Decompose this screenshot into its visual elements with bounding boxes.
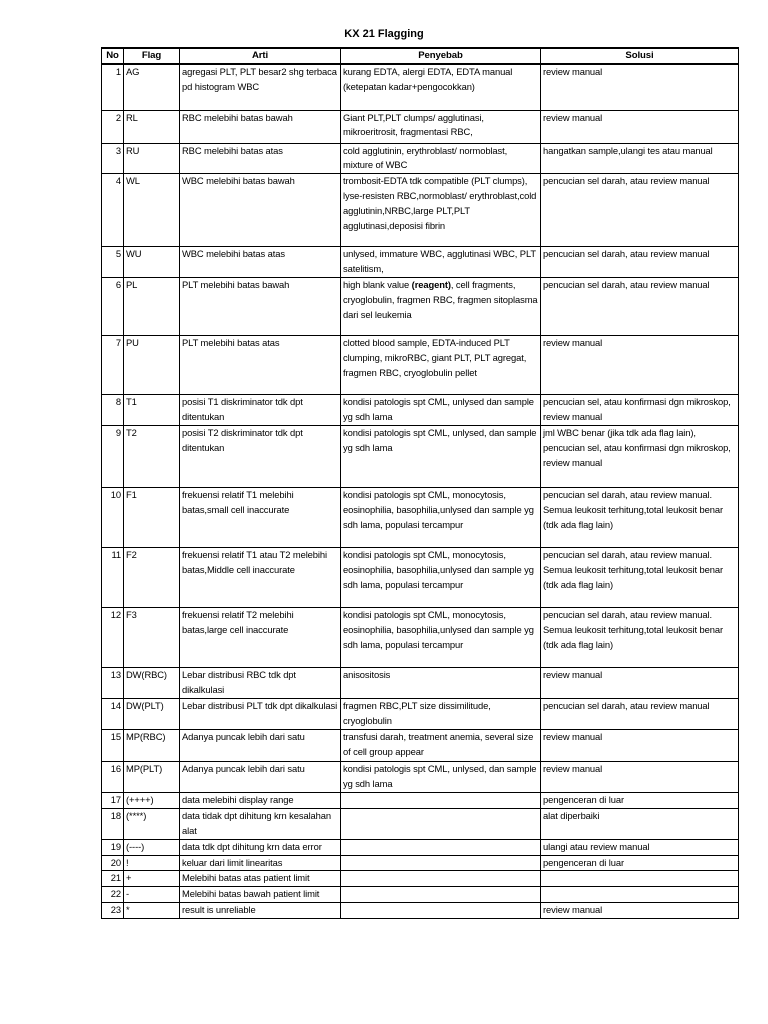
- cell-no: 5: [102, 247, 124, 278]
- cell-solusi: pengenceran di luar: [541, 792, 739, 808]
- cell-no: 12: [102, 608, 124, 668]
- cell-arti: data tidak dpt dihitung krn kesalahan alat: [180, 808, 341, 839]
- cell-penyebab: kondisi patologis spt CML, unlysed dan sample yg sdh lama: [341, 395, 541, 426]
- cell-arti: WBC melebihi batas bawah: [180, 174, 341, 247]
- cell-penyebab: kondisi patologis spt CML, unlysed, dan sample yg sdh lama: [341, 426, 541, 488]
- cell-arti: Lebar distribusi PLT tdk dpt dikalkulasi: [180, 699, 341, 730]
- cell-no: 10: [102, 488, 124, 548]
- cell-no: 13: [102, 668, 124, 699]
- cell-penyebab: [341, 887, 541, 903]
- cell-penyebab: kondisi patologis spt CML, unlysed, dan sample yg sdh lama: [341, 761, 541, 792]
- cell-flag: WU: [124, 247, 180, 278]
- cell-arti: PLT melebihi batas atas: [180, 336, 341, 395]
- cell-no: 17: [102, 792, 124, 808]
- header-arti: Arti: [180, 48, 341, 64]
- cell-solusi: pencucian sel darah, atau review manual: [541, 247, 739, 278]
- cell-solusi: review manual: [541, 336, 739, 395]
- cell-flag: AG: [124, 64, 180, 110]
- cell-arti: Adanya puncak lebih dari satu: [180, 729, 341, 761]
- cell-flag: T2: [124, 426, 180, 488]
- cell-solusi: pencucian sel darah, atau review manual: [541, 699, 739, 730]
- cell-arti: keluar dari limit linearitas: [180, 855, 341, 871]
- cell-no: 1: [102, 64, 124, 110]
- cell-no: 8: [102, 395, 124, 426]
- cell-no: 9: [102, 426, 124, 488]
- flagging-table: [101, 47, 739, 919]
- cell-flag: MP(PLT): [124, 761, 180, 792]
- cell-penyebab: [341, 792, 541, 808]
- cell-flag: PU: [124, 336, 180, 395]
- cell-arti: Melebihi batas bawah patient limit: [180, 887, 341, 903]
- cell-solusi: review manual: [541, 110, 739, 143]
- cell-arti: Melebihi batas atas patient limit: [180, 871, 341, 887]
- table-row: [102, 395, 739, 426]
- cell-arti: Lebar distribusi RBC tdk dpt dikalkulasi: [180, 668, 341, 699]
- cell-arti: agregasi PLT, PLT besar2 shg terbaca pd histogram WBC: [180, 64, 341, 110]
- cell-penyebab: [341, 839, 541, 855]
- cell-penyebab: kurang EDTA, alergi EDTA, EDTA manual (ketepatan kadar+pengocokkan): [341, 64, 541, 110]
- cell-flag: -: [124, 887, 180, 903]
- cell-penyebab: [341, 871, 541, 887]
- cell-penyebab: trombosit-EDTA tdk compatible (PLT clumps), lyse-resisten RBC,normoblast/ erythroblast,cold agglutinin,NRBC,large PLT,PLT agglutinasi,deposisi fibrin: [341, 174, 541, 247]
- table-row: [102, 792, 739, 808]
- cell-no: 21: [102, 871, 124, 887]
- cell-no: 18: [102, 808, 124, 839]
- cell-flag: DW(RBC): [124, 668, 180, 699]
- cell-arti: posisi T2 diskriminator tdk dpt ditentukan: [180, 426, 341, 488]
- table-row: [102, 488, 739, 548]
- table-row: [102, 608, 739, 668]
- cell-flag: !: [124, 855, 180, 871]
- cell-no: 6: [102, 278, 124, 336]
- cell-arti: WBC melebihi batas atas: [180, 247, 341, 278]
- cell-solusi: review manual: [541, 761, 739, 792]
- table-row: [102, 871, 739, 887]
- table-row: [102, 839, 739, 855]
- cell-flag: PL: [124, 278, 180, 336]
- table-row: [102, 426, 739, 488]
- cell-solusi: pengenceran di luar: [541, 855, 739, 871]
- cell-flag: F3: [124, 608, 180, 668]
- cell-arti: frekuensi relatif T1 melebihi batas,small cell inaccurate: [180, 488, 341, 548]
- cell-penyebab: Giant PLT,PLT clumps/ agglutinasi, mikroeritrosit, fragmentasi RBC,: [341, 110, 541, 143]
- cell-no: 15: [102, 729, 124, 761]
- cell-penyebab: transfusi darah, treatment anemia, several size of cell group appear: [341, 729, 541, 761]
- penyebab-text-before: high blank value: [343, 279, 412, 291]
- cell-arti: PLT melebihi batas bawah: [180, 278, 341, 336]
- cell-penyebab: fragmen RBC,PLT size dissimilitude, cryoglobulin: [341, 699, 541, 730]
- table-row: [102, 903, 739, 919]
- cell-no: 19: [102, 839, 124, 855]
- table-row: [102, 336, 739, 395]
- cell-flag: (++++): [124, 792, 180, 808]
- cell-flag: RU: [124, 143, 180, 174]
- cell-penyebab: unlysed, immature WBC, agglutinasi WBC, PLT satelitism,: [341, 247, 541, 278]
- cell-arti: result is unreliable: [180, 903, 341, 919]
- penyebab-text-after: , cell fragments, cryoglobulin, fragmen RBC, fragmen sitoplasma dari sel leukemia: [343, 279, 538, 321]
- table-row: [102, 808, 739, 839]
- cell-solusi: alat diperbaiki: [541, 808, 739, 839]
- cell-flag: F2: [124, 548, 180, 608]
- cell-arti: RBC melebihi batas bawah: [180, 110, 341, 143]
- cell-flag: DW(PLT): [124, 699, 180, 730]
- cell-no: 4: [102, 174, 124, 247]
- cell-solusi: pencucian sel, atau konfirmasi dgn mikroskop, review manual: [541, 395, 739, 426]
- cell-flag: (----): [124, 839, 180, 855]
- cell-penyebab: kondisi patologis spt CML, monocytosis, eosinophilia, basophilia,unlysed dan sample yg sdh lama, populasi tercampur: [341, 608, 541, 668]
- table-row: [102, 761, 739, 792]
- table-row: [102, 278, 739, 336]
- cell-arti: frekuensi relatif T1 atau T2 melebihi batas,Middle cell inaccurate: [180, 548, 341, 608]
- cell-penyebab: kondisi patologis spt CML, monocytosis, eosinophilia, basophilia,unlysed dan sample yg sdh lama, populasi tercampur: [341, 488, 541, 548]
- cell-penyebab: clotted blood sample, EDTA-induced PLT clumping, mikroRBC, giant PLT, PLT agregat, fragmen RBC, cryoglobulin pellet: [341, 336, 541, 395]
- cell-arti: Adanya puncak lebih dari satu: [180, 761, 341, 792]
- cell-no: 14: [102, 699, 124, 730]
- cell-solusi: pencucian sel darah, atau review manual. Semua leukosit terhitung,total leukosit benar (tdk ada flag lain): [541, 608, 739, 668]
- cell-no: 16: [102, 761, 124, 792]
- cell-solusi: ulangi atau review manual: [541, 839, 739, 855]
- table-header-row: [102, 48, 739, 64]
- cell-no: 20: [102, 855, 124, 871]
- header-flag: Flag: [124, 48, 180, 64]
- cell-penyebab: [341, 855, 541, 871]
- cell-flag: MP(RBC): [124, 729, 180, 761]
- reagent-emphasis: (reagent): [411, 279, 451, 291]
- cell-no: 7: [102, 336, 124, 395]
- cell-no: 3: [102, 143, 124, 174]
- table-row: [102, 64, 739, 110]
- cell-arti: data melebihi display range: [180, 792, 341, 808]
- cell-penyebab: kondisi patologis spt CML, monocytosis, eosinophilia, basophilia,unlysed dan sample yg sdh lama, populasi tercampur: [341, 548, 541, 608]
- cell-flag: RL: [124, 110, 180, 143]
- cell-solusi: pencucian sel darah, atau review manual: [541, 174, 739, 247]
- cell-penyebab: cold agglutinin, erythroblast/ normoblast, mixture of WBC: [341, 143, 541, 174]
- cell-penyebab: [341, 278, 541, 336]
- header-solusi: Solusi: [541, 48, 739, 64]
- cell-solusi: [541, 871, 739, 887]
- cell-arti: posisi T1 diskriminator tdk dpt ditentukan: [180, 395, 341, 426]
- cell-no: 22: [102, 887, 124, 903]
- cell-solusi: jml WBC benar (jika tdk ada flag lain), pencucian sel, atau konfirmasi dgn mikroskop, review manual: [541, 426, 739, 488]
- cell-solusi: pencucian sel darah, atau review manual. Semua leukosit terhitung,total leukosit benar (tdk ada flag lain): [541, 488, 739, 548]
- table-row: [102, 110, 739, 143]
- table-row: [102, 143, 739, 174]
- cell-flag: +: [124, 871, 180, 887]
- cell-no: 11: [102, 548, 124, 608]
- cell-penyebab: [341, 808, 541, 839]
- cell-arti: data tdk dpt dihitung krn data error: [180, 839, 341, 855]
- table-row: [102, 548, 739, 608]
- table-row: [102, 699, 739, 730]
- table-row: [102, 247, 739, 278]
- cell-flag: T1: [124, 395, 180, 426]
- cell-solusi: review manual: [541, 903, 739, 919]
- cell-flag: *: [124, 903, 180, 919]
- table-row: [102, 174, 739, 247]
- header-penyebab: Penyebab: [341, 48, 541, 64]
- cell-solusi: pencucian sel darah, atau review manual: [541, 278, 739, 336]
- table-row: [102, 855, 739, 871]
- cell-flag: (****): [124, 808, 180, 839]
- cell-solusi: [541, 887, 739, 903]
- cell-solusi: review manual: [541, 729, 739, 761]
- cell-solusi: review manual: [541, 668, 739, 699]
- cell-penyebab: anisositosis: [341, 668, 541, 699]
- cell-solusi: hangatkan sample,ulangi tes atau manual: [541, 143, 739, 174]
- cell-solusi: pencucian sel darah, atau review manual. Semua leukosit terhitung,total leukosit benar (tdk ada flag lain): [541, 548, 739, 608]
- cell-penyebab: [341, 903, 541, 919]
- cell-solusi: review manual: [541, 64, 739, 110]
- table-row: [102, 887, 739, 903]
- document-title: KX 21 Flagging: [344, 28, 424, 40]
- header-no: No: [102, 48, 124, 64]
- cell-no: 23: [102, 903, 124, 919]
- cell-no: 2: [102, 110, 124, 143]
- cell-arti: frekuensi relatif T2 melebihi batas,large cell inaccurate: [180, 608, 341, 668]
- table-row: [102, 729, 739, 761]
- cell-flag: F1: [124, 488, 180, 548]
- cell-arti: RBC melebihi batas atas: [180, 143, 341, 174]
- cell-flag: WL: [124, 174, 180, 247]
- table-row: [102, 668, 739, 699]
